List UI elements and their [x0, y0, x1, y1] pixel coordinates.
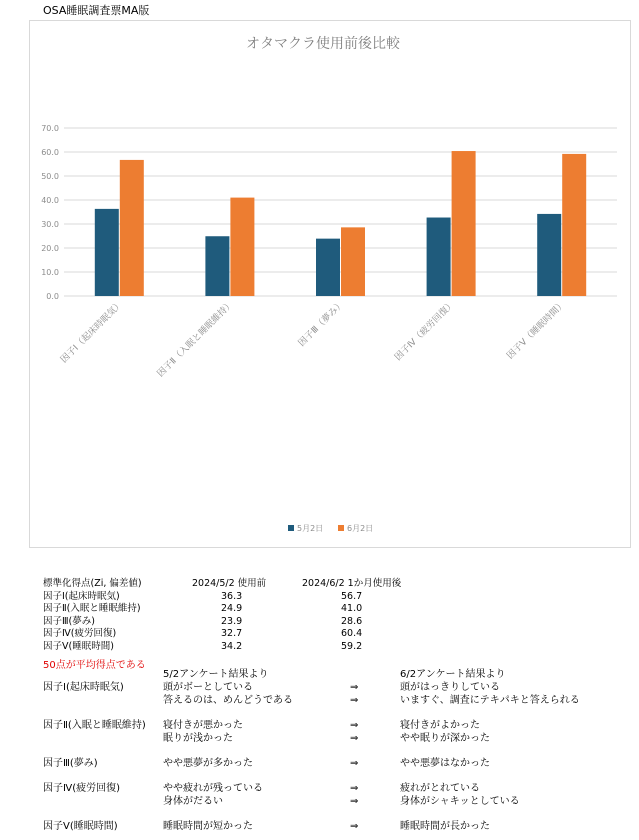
bar-after	[341, 227, 365, 296]
comparison-after-text: 頭がはっきりしている	[400, 682, 500, 693]
score-header-after: 2024/6/2 1か月使用後	[302, 578, 402, 589]
score-before-value: 32.7	[221, 628, 243, 640]
y-tick-label: 10.0	[41, 268, 59, 277]
comparison-after-text: 身体がシャキッとしている	[400, 796, 520, 807]
bar-before	[316, 239, 340, 296]
arrow-icon: ⇒	[350, 682, 359, 693]
legend-swatch	[338, 525, 344, 531]
bar-after	[230, 198, 254, 296]
bar-chart	[30, 21, 630, 547]
comparison-factor-label: 因子Ⅴ(睡眠時間)	[43, 821, 118, 832]
score-after-value: 59.2	[341, 640, 363, 652]
comparison-after-text: 疲れがとれている	[400, 783, 480, 794]
comparison-line	[43, 681, 633, 694]
comparison-factor-label: 因子Ⅰ(起床時眠気)	[43, 682, 124, 693]
score-factor-label: 因子Ⅴ(睡眠時間)	[43, 640, 114, 652]
comparison-line	[43, 719, 633, 732]
category-label: 因子Ⅲ（夢み）	[296, 299, 347, 349]
bar-before	[537, 214, 561, 296]
comparison-after-text: いますぐ、調査にテキパキと答えられる	[400, 695, 580, 706]
bar-after	[120, 160, 144, 296]
score-factor-label: 因子Ⅱ(入眠と睡眠維持)	[43, 603, 141, 615]
comparison-after-text: 睡眠時間が長かった	[400, 821, 490, 832]
comparison-header-before: 5/2アンケート結果より	[163, 669, 269, 680]
y-tick-label: 40.0	[41, 196, 59, 205]
comparison-before-text: やや悪夢が多かった	[163, 758, 253, 769]
comparison-header	[43, 668, 633, 681]
comparison-before-text: やや疲れが残っている	[163, 783, 263, 794]
comparison-before-text: 答えるのは、めんどうである	[163, 695, 293, 706]
bar-before	[427, 218, 451, 296]
bar-after	[452, 151, 476, 296]
comparison-before-text: 眠りが浅かった	[163, 733, 233, 744]
score-factor-label: 因子Ⅰ(起床時眠気)	[43, 590, 120, 602]
comparison-line	[43, 757, 633, 770]
comparison-factor-label: 因子Ⅳ(疲労回復)	[43, 783, 121, 794]
score-before-value: 24.9	[221, 603, 243, 615]
arrow-icon: ⇒	[350, 695, 359, 706]
comparison-line	[43, 795, 633, 808]
y-tick-label: 30.0	[41, 220, 59, 229]
arrow-icon: ⇒	[350, 720, 359, 731]
arrow-icon: ⇒	[350, 783, 359, 794]
comparison-factor-label: 因子Ⅲ(夢み)	[43, 758, 98, 769]
comparison-line	[43, 782, 633, 795]
score-header-before: 2024/5/2 使用前	[192, 578, 267, 589]
category-label: 因子Ⅰ（起床時眠気）	[59, 299, 126, 366]
legend-swatch	[288, 525, 294, 531]
category-label: 因子Ⅴ（睡眠時間）	[505, 299, 568, 362]
score-after-value: 28.6	[341, 615, 363, 627]
y-tick-label: 70.0	[41, 124, 59, 133]
comparison-line	[43, 732, 633, 745]
comparison-after-text: やや悪夢はなかった	[400, 758, 490, 769]
comparison-header-after: 6/2アンケート結果より	[400, 669, 506, 680]
bar-after	[562, 154, 586, 296]
score-after-value: 41.0	[341, 603, 363, 615]
arrow-icon: ⇒	[350, 796, 359, 807]
category-label: 因子Ⅱ（入眠と睡眠維持）	[155, 299, 237, 380]
y-tick-label: 60.0	[41, 148, 59, 157]
bar-before	[95, 209, 119, 296]
comparison-before-text: 寝付きが悪かった	[163, 720, 243, 731]
comparison-line	[43, 820, 633, 833]
document-title: OSA睡眠調査票MA版	[43, 4, 150, 17]
score-header-label: 標準化得点(Zi, 偏差値)	[43, 578, 142, 589]
average-note: 50点が平均得点である	[43, 660, 146, 671]
arrow-icon: ⇒	[350, 758, 359, 769]
y-tick-label: 50.0	[41, 172, 59, 181]
comparison-after-text: やや眠りが深かった	[400, 733, 490, 744]
score-factor-label: 因子Ⅳ(疲労回復)	[43, 628, 117, 640]
comparison-before-text: 睡眠時間が短かった	[163, 821, 253, 832]
chart-frame	[29, 20, 631, 548]
comparison-factor-label: 因子Ⅱ(入眠と睡眠維持)	[43, 720, 146, 731]
comparison-line	[43, 694, 633, 707]
score-before-value: 36.3	[221, 590, 243, 602]
chart-title: オタマクラ使用前後比較	[246, 36, 400, 52]
arrow-icon: ⇒	[350, 733, 359, 744]
comparison-after-text: 寝付きがよかった	[400, 720, 480, 731]
comparison-before-text: 身体がだるい	[163, 796, 223, 807]
legend-label: 6月2日	[347, 524, 374, 533]
score-factor-label: 因子Ⅲ(夢み)	[43, 615, 95, 627]
y-tick-label: 0.0	[46, 292, 59, 301]
score-before-value: 23.9	[221, 615, 243, 627]
y-tick-label: 20.0	[41, 244, 59, 253]
score-before-value: 34.2	[221, 640, 243, 652]
score-after-value: 60.4	[341, 628, 363, 640]
bar-before	[205, 236, 229, 296]
survey-comparison	[43, 668, 633, 833]
comparison-before-text: 頭がボーとしている	[163, 682, 253, 693]
legend-label: 5月2日	[297, 524, 324, 533]
arrow-icon: ⇒	[350, 821, 359, 832]
score-after-value: 56.7	[341, 590, 363, 602]
category-label: 因子Ⅳ（疲労回復）	[393, 299, 458, 363]
